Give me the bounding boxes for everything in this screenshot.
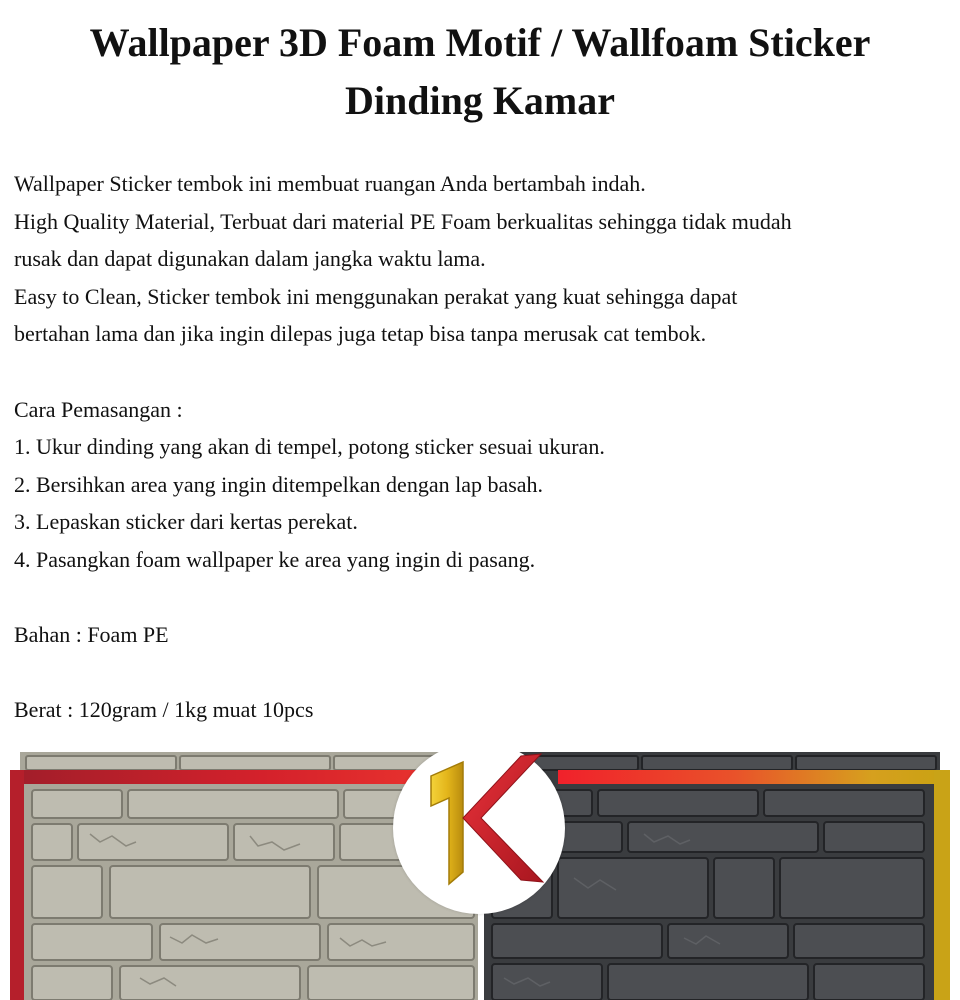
spacer [14,654,944,692]
product-description [14,165,944,729]
description-line: Wallpaper Sticker tembok ini membuat ruangan Anda bertambah indah. [14,171,646,196]
description-line: Easy to Clean, Sticker tembok ini menggunakan perakat yang kuat sehingga dapat [14,283,738,309]
description-line: High Quality Material, Terbuat dari material PE Foam berkualitas sehingga tidak mudah [14,208,792,234]
description-line: rusak dan dapat digunakan dalam jangka waktu lama. [14,246,486,272]
description-line: bertahan lama dan jika ingin dilepas juga tetap bisa tanpa merusak cat tembok. [14,321,707,347]
product-image [10,752,950,1000]
spacer [14,353,944,391]
k-logo-icon [393,752,565,914]
frame-top-left [10,770,430,784]
frame-top-right [558,770,950,784]
material-spec: Bahan : Foam PE [14,622,169,648]
frame-left [10,770,24,1000]
installation-step: 4. Pasangkan foam wallpaper ke area yang ingin di pasang. [14,546,536,572]
installation-heading: Cara Pemasangan : [14,396,183,422]
installation-step: 1. Ukur dinding yang akan di tempel, potong sticker sesuai ukuran. [14,434,605,460]
brand-logo [393,752,565,914]
installation-step: 2. Bersihkan area yang ingin ditempelkan dengan lap basah. [14,471,544,497]
weight-spec: Berat : 120gram / 1kg muat 10pcs [14,697,314,723]
page-title: Wallpaper 3D Foam Motif / Wallfoam Sticker Dinding Kamar [89,20,871,123]
frame-right [934,770,950,1000]
installation-step: 3. Lepaskan sticker dari kertas perekat. [14,509,358,535]
spacer [14,579,944,617]
